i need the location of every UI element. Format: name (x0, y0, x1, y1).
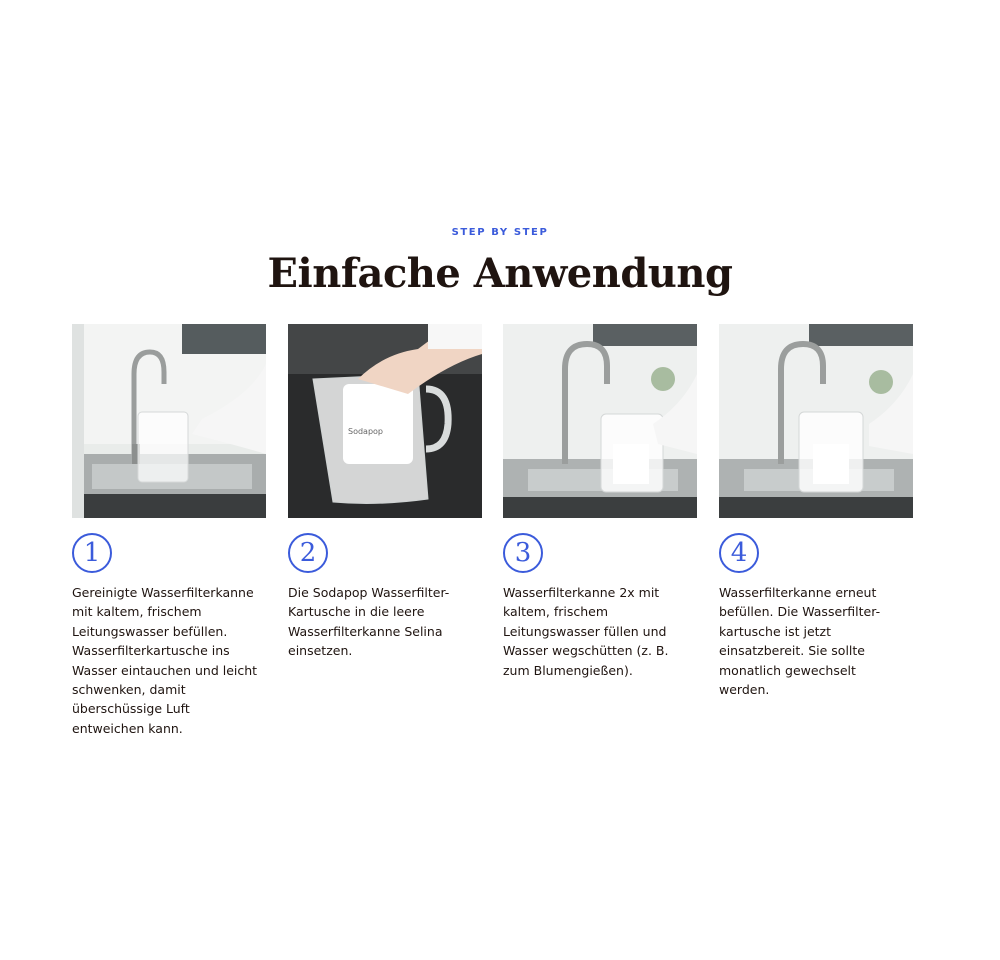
eyebrow-label: STEP BY STEP (451, 227, 549, 238)
step-1-text: Gereinigte Wasserfilterkanne mit kaltem, frischem Leitungswasser befüllen. Wasserfilterkartusche ins Wasser eintauchen und leicht schwenken, damit überschüssige Luft entweichen kann. (72, 585, 258, 736)
step-2-brand-label: Sodapop (348, 427, 384, 436)
step-1-number: 1 (72, 533, 112, 573)
step-4-number: 4 (719, 533, 759, 573)
step-4-photo (719, 324, 913, 518)
step-3-text: Wasserfilterkanne 2x mit kaltem, frischem Leitungswasser füllen und Wasser wegschütten (z. B. zum Blumengießen). (503, 585, 669, 678)
step-2-number: 2 (288, 533, 328, 573)
step-2-text: Die Sodapop Wasserfilter-Kartusche in die leere Wasserfilterkanne Selina einsetzen. (288, 585, 450, 659)
steps-list (72, 324, 912, 744)
step-3-photo (503, 324, 697, 518)
step-2-photo (288, 324, 482, 518)
step-4 (719, 324, 913, 699)
step-1 (72, 324, 266, 738)
step-3 (503, 324, 697, 680)
step-3-number: 3 (503, 533, 543, 573)
section-title: Einfache Anwendung (267, 250, 733, 297)
step-2 (288, 324, 482, 661)
step-4-text: Wasserfilterkanne erneut befüllen. Die Wasserfilter-kartusche ist jetzt einsatzbereit. Sie sollte monatlich gewechselt werden. (719, 585, 881, 698)
step-1-photo (72, 324, 266, 518)
